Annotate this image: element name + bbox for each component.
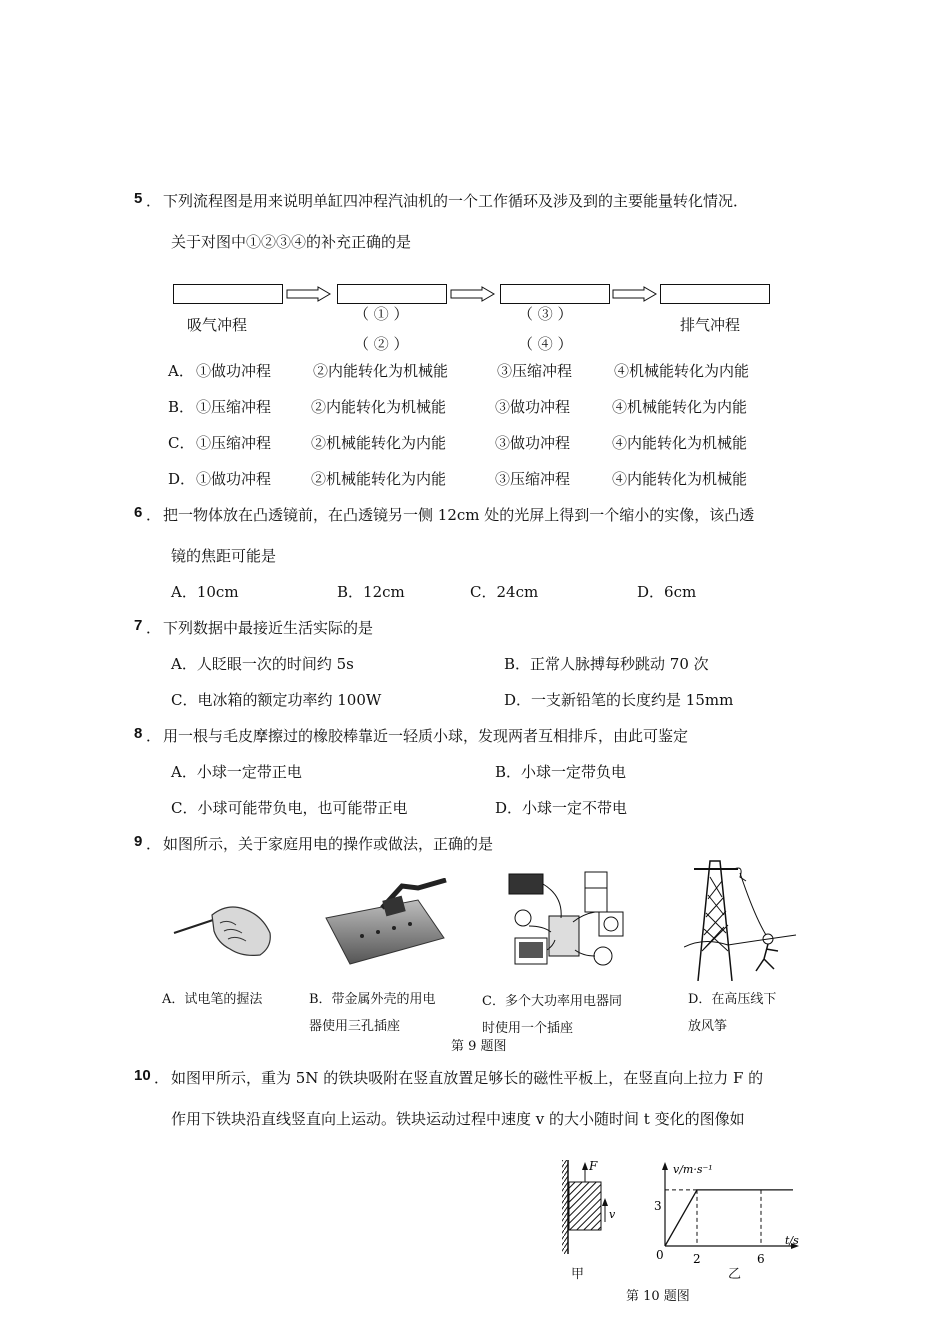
y-tick-label: 3 xyxy=(654,1199,662,1213)
question-stem: 把一物体放在凸透镜前，在凸透镜另一侧 12cm 处的光屏上得到一个缩小的实像，该凸透 xyxy=(163,506,755,524)
flow-label-4: （ ④ ） xyxy=(518,335,573,353)
question-number: 6 xyxy=(134,504,143,521)
flow-box-2 xyxy=(337,284,447,304)
test-pen-grip-image xyxy=(172,895,276,959)
option-c[interactable]: C．24cm xyxy=(470,583,539,601)
option-part: ④机械能转化为内能 xyxy=(612,398,748,416)
option-part: ②内能转化为机械能 xyxy=(313,362,449,380)
y-axis-label: v/m·s⁻¹ xyxy=(673,1163,713,1176)
question-number: 8 xyxy=(134,725,143,742)
velocity-series-line xyxy=(665,1190,793,1246)
question-stem: 下列流程图是用来说明单缸四冲程汽油机的一个工作循环及涉及到的主要能量转化情况． xyxy=(163,192,749,210)
origin-label: 0 xyxy=(656,1248,664,1262)
option-part: ④机械能转化为内能 xyxy=(614,362,750,380)
question-dot: ． xyxy=(146,619,162,637)
flow-box-1 xyxy=(173,284,283,304)
figure-caption: 第 10 题图 xyxy=(626,1289,690,1304)
option-d[interactable]: D．一支新铅笔的长度约是 15mm xyxy=(504,691,734,709)
option-part: ②机械能转化为内能 xyxy=(311,434,447,452)
option-part: ④内能转化为机械能 xyxy=(612,470,748,488)
flow-arrow-1 xyxy=(286,286,332,302)
option-part: ③压缩冲程 xyxy=(497,362,573,380)
option-d[interactable]: D．小球一定不带电 xyxy=(495,799,628,817)
x-tick-label: 6 xyxy=(757,1252,765,1266)
question-number: 7 xyxy=(134,617,143,634)
figure-yi-label: 乙 xyxy=(728,1267,742,1282)
kite-power-line-image xyxy=(684,855,798,981)
option-c[interactable]: C．小球可能带负电，也可能带正电 xyxy=(171,799,408,817)
flow-arrow-2 xyxy=(450,286,496,302)
option-b[interactable]: B．12cm xyxy=(337,583,405,601)
figure-jia xyxy=(556,1158,618,1258)
option-c[interactable]: C．电冰箱的额定功率约 100W xyxy=(171,691,382,709)
option-a[interactable]: A．10cm xyxy=(171,583,239,601)
x-axis-label: t/s xyxy=(785,1234,799,1247)
caption-c: C．多个大功率用电器同 xyxy=(482,994,622,1009)
option-letter[interactable]: C． xyxy=(168,434,195,452)
question-dot: ． xyxy=(146,192,162,210)
question-stem-cont: 作用下铁块沿直线竖直向上运动。铁块运动过程中速度 v 的大小随时间 t 变化的图像如 xyxy=(171,1110,745,1128)
flow-label-intake: 吸气冲程 xyxy=(187,316,248,334)
option-part: ③做功冲程 xyxy=(495,398,571,416)
flow-label-3: （ ③ ） xyxy=(518,305,573,323)
option-letter[interactable]: B． xyxy=(168,398,195,416)
option-letter[interactable]: D． xyxy=(168,470,196,488)
question-stem: 下列数据中最接近生活实际的是 xyxy=(163,619,374,637)
option-letter[interactable]: A． xyxy=(168,362,194,380)
question-stem: 用一根与毛皮摩擦过的橡胶棒靠近一轻质小球，发现两者互相排斥，由此可鉴定 xyxy=(163,727,689,745)
question-dot: ． xyxy=(154,1069,170,1087)
caption-d-cont: 放风筝 xyxy=(688,1019,728,1034)
caption-b-cont: 器使用三孔插座 xyxy=(309,1019,401,1034)
option-part: ②机械能转化为内能 xyxy=(311,470,447,488)
figure-caption: 第 9 题图 xyxy=(451,1039,507,1054)
option-part: ③做功冲程 xyxy=(495,434,571,452)
option-a[interactable]: A．小球一定带正电 xyxy=(171,763,302,781)
option-d[interactable]: D．6cm xyxy=(637,583,697,601)
caption-d: D．在高压线下 xyxy=(688,992,777,1007)
figure-yi-vt-graph xyxy=(645,1158,803,1266)
option-part: ④内能转化为机械能 xyxy=(612,434,748,452)
option-part: ①压缩冲程 xyxy=(196,434,272,452)
flow-label-1: （ ① ） xyxy=(354,305,409,323)
velocity-label: v xyxy=(609,1208,616,1221)
flow-label-2: （ ② ） xyxy=(354,335,409,353)
x-tick-label: 2 xyxy=(693,1252,701,1266)
option-part: ②内能转化为机械能 xyxy=(311,398,447,416)
caption-c-cont: 时使用一个插座 xyxy=(482,1021,574,1036)
flow-label-exhaust: 排气冲程 xyxy=(680,316,741,334)
caption-a: A．试电笔的握法 xyxy=(162,992,263,1007)
option-part: ①做功冲程 xyxy=(196,362,272,380)
flow-box-4 xyxy=(660,284,770,304)
question-stem: 如图甲所示，重为 5N 的铁块吸附在竖直放置足够长的磁性平板上，在竖直向上拉力 F 的 xyxy=(171,1069,764,1087)
question-stem-cont: 镜的焦距可能是 xyxy=(171,547,277,565)
question-dot: ． xyxy=(146,506,162,524)
overloaded-socket-image xyxy=(503,866,631,974)
option-part: ①做功冲程 xyxy=(196,470,272,488)
force-label: F xyxy=(589,1159,598,1173)
question-dot: ． xyxy=(146,835,162,853)
option-part: ③压缩冲程 xyxy=(495,470,571,488)
question-number: 5 xyxy=(134,190,143,207)
question-number: 10 xyxy=(134,1067,151,1084)
caption-b: B．带金属外壳的用电 xyxy=(309,992,436,1007)
question-dot: ． xyxy=(146,727,162,745)
question-stem: 如图所示，关于家庭用电的操作或做法，正确的是 xyxy=(163,835,494,853)
flow-arrow-3 xyxy=(612,286,658,302)
option-part: ①压缩冲程 xyxy=(196,398,272,416)
option-b[interactable]: B．正常人脉搏每秒跳动 70 次 xyxy=(504,655,709,673)
power-strip-image xyxy=(322,878,448,968)
question-stem-cont: 关于对图中①②③④的补充正确的是 xyxy=(171,233,412,251)
flow-box-3 xyxy=(500,284,610,304)
option-a[interactable]: A．人眨眼一次的时间约 5s xyxy=(171,655,354,673)
figure-jia-label: 甲 xyxy=(571,1267,585,1282)
question-number: 9 xyxy=(134,833,143,850)
option-b[interactable]: B．小球一定带负电 xyxy=(495,763,627,781)
